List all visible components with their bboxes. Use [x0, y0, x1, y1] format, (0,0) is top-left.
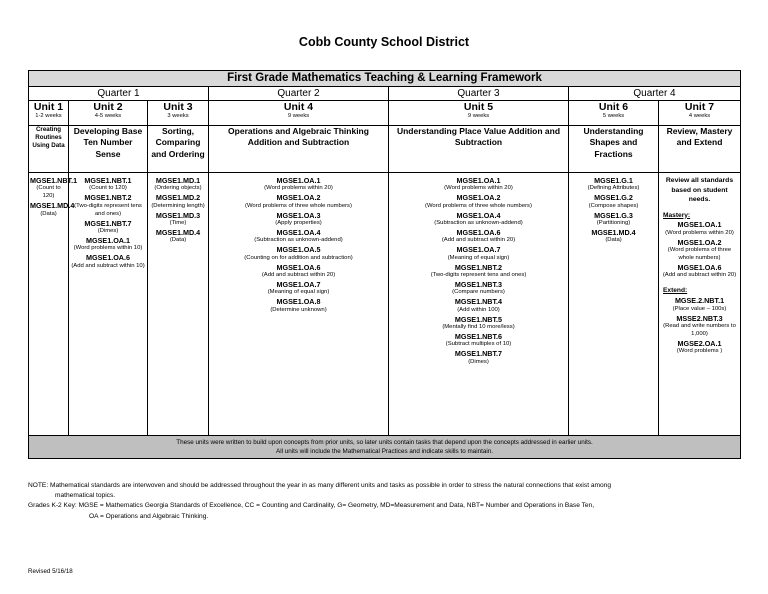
unit-6-header — [569, 101, 659, 126]
standard-item — [390, 263, 567, 280]
standard-code: MGSE1.G.2 — [594, 193, 633, 203]
quarter-1-header: Quarter 1 — [29, 87, 209, 101]
standard-code: MGSE1.OA.3 — [276, 210, 321, 220]
standard-code: MGSE2.OA.1 — [677, 338, 722, 348]
unit-1-standards-cell — [29, 173, 78, 436]
standard-code: MGSE1.MD.4 — [155, 227, 201, 237]
standard-item — [149, 176, 207, 193]
standard-item — [390, 280, 567, 297]
standard-code: MGSE1.OA.7 — [276, 279, 321, 289]
unit-7-weeks: 4 weeks — [688, 113, 711, 120]
standard-item — [390, 332, 567, 349]
standard-item — [570, 193, 657, 210]
standard-description: (Partitioning) — [596, 220, 631, 227]
unit-6-weeks: 5 weeks — [602, 113, 625, 120]
standard-item — [210, 193, 387, 210]
standard-description: (Time) — [169, 220, 187, 227]
unit-2-weeks: 4-5 weeks — [94, 113, 122, 120]
standard-description: (Defining Attributes) — [587, 185, 640, 192]
standard-code: MGSE1.OA.2 — [456, 193, 501, 203]
standard-description: (Meaning of equal sign) — [447, 254, 510, 261]
standard-code: MGSE1.OA.6 — [86, 253, 130, 263]
standard-code: MGSE1.MD.4 — [30, 201, 75, 211]
standard-item — [660, 314, 739, 339]
standard-description: (Ordering objects) — [154, 185, 202, 192]
standard-description: (Read and write numbers to 1,000) — [663, 322, 736, 337]
unit-3-weeks: 3 weeks — [167, 113, 189, 120]
unit-5-header — [389, 101, 569, 126]
standard-description: (Word problems of three whole numbers) — [425, 202, 532, 209]
standard-code: MGSE1.NBT.5 — [454, 314, 503, 324]
unit-2-topic-cell — [69, 126, 148, 173]
standard-item — [210, 280, 387, 297]
standard-description: (Add and subtract within 10) — [71, 262, 145, 269]
unit-6-topic: Understanding Shapes and Fractions — [583, 126, 644, 159]
standard-description: (Determine unknown) — [270, 306, 327, 313]
standard-item — [70, 176, 146, 193]
standard-code: MGSE1.OA.1 — [456, 176, 501, 185]
standard-code: MGSE1.OA.2 — [677, 237, 722, 247]
standard-code: MGSE1.NBT.1 — [30, 176, 78, 185]
standard-description: (Subtraction as unknown-addend) — [254, 237, 343, 244]
standard-description: (Count to 120) — [36, 185, 61, 200]
revised-date: Revised 5/16/18 — [28, 568, 73, 575]
unit-1-topic-cell — [29, 126, 69, 173]
standard-code: MGSE1.NBT.2 — [454, 262, 503, 272]
standard-item — [210, 176, 387, 193]
standard-code: MGSE1.NBT.3 — [454, 279, 503, 289]
standard-item — [210, 245, 387, 262]
note-line-2: mathematical topics. — [55, 492, 116, 500]
standard-code: MGSE1.NBT.2 — [84, 193, 132, 203]
standard-code: MGSE1.NBT.7 — [84, 218, 132, 228]
standard-code: MGSE1.OA.1 — [677, 220, 722, 230]
standard-description: (Word problems within 10) — [73, 245, 143, 252]
standard-code: MGSE1.OA.7 — [456, 245, 501, 255]
unit-2-topic: Developing Base Ten Number Sense — [73, 126, 143, 159]
framework-table — [28, 70, 741, 459]
standard-item — [70, 236, 146, 253]
unit-1-header — [29, 101, 69, 126]
standard-item — [660, 296, 739, 313]
standard-code: MGSE1.OA.6 — [456, 227, 501, 237]
standard-item — [390, 193, 567, 210]
standard-description: (Data) — [40, 210, 57, 217]
unit-4-header — [209, 101, 389, 126]
standard-code: MGSE1.NBT.7 — [454, 349, 503, 359]
standard-item — [210, 228, 387, 245]
standard-code: MGSE1.OA.2 — [276, 193, 321, 203]
standard-item — [390, 245, 567, 262]
unit-7-name: Unit 7 — [684, 101, 715, 113]
unit-3-standards-cell — [148, 173, 209, 436]
standard-code: MGSE1.MD.2 — [155, 193, 201, 203]
unit-4-name: Unit 4 — [283, 101, 314, 113]
standard-code: MGSE.2.NBT.1 — [674, 296, 725, 306]
unit-1-name: Unit 1 — [33, 101, 64, 113]
standard-description: (Apply properties) — [275, 220, 322, 227]
standard-item — [149, 228, 207, 245]
standard-description: (Data) — [169, 237, 187, 244]
standard-code: MGSE1.G.1 — [594, 176, 633, 185]
unit-4-standards-cell — [209, 173, 389, 436]
footer-line-2: All units will include the Mathematical Practices and indicate skills to maintain. — [276, 448, 493, 455]
unit-7-standards-cell — [659, 173, 741, 436]
standard-description: (Word problems within 20) — [264, 185, 333, 192]
standard-code: MGSE1.NBT.1 — [84, 176, 132, 185]
standard-item — [570, 228, 657, 245]
unit-3-header — [148, 101, 209, 126]
standard-description: (Word problems within 20) — [665, 229, 734, 236]
unit-5-weeks: 9 weeks — [467, 113, 490, 120]
standard-item — [70, 253, 146, 270]
standard-item — [149, 193, 207, 210]
unit-3-topic-cell — [148, 126, 209, 173]
standard-item — [70, 193, 146, 218]
standard-code: MGSE1.G.3 — [594, 210, 633, 220]
standard-description: (Dimes) — [468, 358, 489, 365]
standard-item — [30, 201, 75, 218]
standard-code: MGSE1.MD.1 — [155, 176, 201, 185]
standard-item — [70, 219, 146, 236]
standard-item — [390, 297, 567, 314]
unit-1-topic: Creating Routines Using Data — [32, 126, 65, 150]
standard-item — [210, 211, 387, 228]
key-line-2: OA = Operations and Algebraic Thinking. — [89, 512, 209, 520]
standard-description: (Mentally find 10 more/less) — [442, 323, 515, 330]
framework-footer — [29, 436, 741, 459]
standard-item — [570, 211, 657, 228]
standard-description: (Word problems of three whole numbers) — [667, 247, 732, 262]
standard-item — [149, 211, 207, 228]
standard-description: (Add within 100) — [457, 306, 500, 313]
unit-7-header — [659, 101, 741, 126]
quarter-4-header: Quarter 4 — [569, 87, 741, 101]
standard-description: (Add and subtract within 20) — [662, 272, 737, 279]
standard-code: MGSE1.OA.1 — [276, 176, 321, 185]
standard-description: (Add and subtract within 20) — [441, 237, 516, 244]
standard-item — [390, 176, 567, 193]
unit-6-topic-cell — [569, 126, 659, 173]
standard-code: MGSE1.OA.6 — [276, 262, 321, 272]
standard-code: MGSE1.OA.4 — [456, 210, 501, 220]
standard-code: MGSE1.NBT.4 — [454, 297, 503, 307]
standard-item — [390, 315, 567, 332]
unit-1-weeks: 1-2 weeks — [35, 113, 62, 120]
standard-item — [660, 238, 739, 263]
standard-code: MGSE1.OA.4 — [276, 227, 321, 237]
standard-description: (Subtract multiples of 10) — [445, 341, 512, 348]
unit-3-topic: Sorting, Comparing and Ordering — [151, 126, 205, 159]
unit-5-name: Unit 5 — [463, 101, 494, 113]
footer-line-1: These units were written to build upon concepts from prior units, so later units contain tasks that depend upon the concepts addressed in earlier units. — [176, 438, 593, 446]
standard-description: (Counting on for addition and subtraction) — [244, 254, 353, 261]
standard-description: (Meaning of equal sign) — [267, 289, 330, 296]
standard-code: MGSE1.MD.3 — [155, 210, 201, 220]
standard-code: MSSE2.NBT.3 — [676, 313, 723, 323]
standard-item — [390, 211, 567, 228]
standard-code: MGSE1.OA.6 — [677, 263, 722, 273]
standard-description: (Two-digits represent tens and ones) — [430, 272, 527, 278]
standard-item — [390, 349, 567, 366]
extend-heading: Extend: — [663, 287, 688, 295]
standard-code: MGSE1.OA.8 — [276, 297, 321, 307]
unit-7-topic-cell — [659, 126, 741, 173]
standard-code: MGSE1.NBT.6 — [454, 331, 503, 341]
standard-item — [30, 176, 78, 201]
standard-item — [390, 228, 567, 245]
quarter-2-header: Quarter 2 — [209, 87, 389, 101]
standard-description: (Compare numbers) — [452, 289, 505, 296]
mastery-heading: Mastery: — [663, 211, 691, 219]
unit-4-weeks: 9 weeks — [287, 113, 310, 120]
standard-description: (Word problems ) — [676, 348, 723, 355]
unit-6-standards-cell — [569, 173, 659, 436]
standard-description: (Two-digits represent tens and ones) — [74, 202, 142, 217]
standard-code: MGSE1.OA.5 — [276, 245, 321, 255]
unit-5-topic-cell — [389, 126, 569, 173]
standard-description: (Compose shapes) — [588, 202, 639, 209]
standard-code: MGSE1.MD.4 — [591, 227, 636, 237]
standard-description: (Word problems within 20) — [444, 185, 513, 192]
unit-6-name: Unit 6 — [598, 101, 629, 113]
standard-item — [660, 263, 739, 280]
unit-2-name: Unit 2 — [93, 101, 123, 113]
unit-5-topic: Understanding Place Value Addition and Subtraction — [396, 126, 561, 148]
standard-description: (Place value – 100s) — [672, 305, 727, 312]
standard-code: MGSE1.OA.1 — [86, 235, 130, 245]
standard-description: (Determining length) — [151, 202, 205, 209]
unit-2-standards-cell — [69, 173, 148, 436]
unit-4-topic-cell — [209, 126, 389, 173]
district-title: Cobb County School District — [298, 35, 470, 49]
unit-7-topic: Review, Mastery and Extend — [666, 126, 733, 148]
standard-description: (Add and subtract within 20) — [261, 272, 336, 278]
unit-5-standards-cell — [389, 173, 569, 436]
review-note: Review all standards based on student needs. — [665, 177, 734, 204]
standard-item — [210, 297, 387, 314]
standard-item — [660, 220, 739, 237]
standard-item — [210, 263, 387, 280]
note-line-1: NOTE: Mathematical standards are interwoven and should be addressed throughout the year in as many different units and tasks as possible in order to stress the natural connections that exist among — [28, 482, 612, 489]
standard-item — [660, 339, 739, 356]
standard-description: (Dimes) — [97, 227, 119, 234]
framework-title: First Grade Mathematics Teaching & Learning Framework — [29, 71, 741, 87]
standard-description: (Word problems of three whole numbers) — [245, 202, 352, 209]
standard-item — [570, 176, 657, 193]
unit-2-header — [69, 101, 148, 126]
key-line-1: Grades K-2 Key: MGSE = Mathematics Georgia Standards of Excellence, CC = Counting and Cardinality, G= Geometry, MD=Measurement and Data, NBT= Number and Operations in Base Ten, — [28, 502, 595, 510]
quarter-3-header: Quarter 3 — [389, 87, 569, 101]
unit-4-topic: Operations and Algebraic Thinking Addition and Subtraction — [228, 126, 369, 148]
standard-description: (Data) — [605, 237, 622, 244]
standard-description: (Subtraction as unknown-addend) — [434, 220, 523, 227]
unit-3-name: Unit 3 — [163, 101, 193, 113]
standard-description: (Count to 120) — [89, 185, 127, 192]
notes-section — [28, 481, 740, 522]
